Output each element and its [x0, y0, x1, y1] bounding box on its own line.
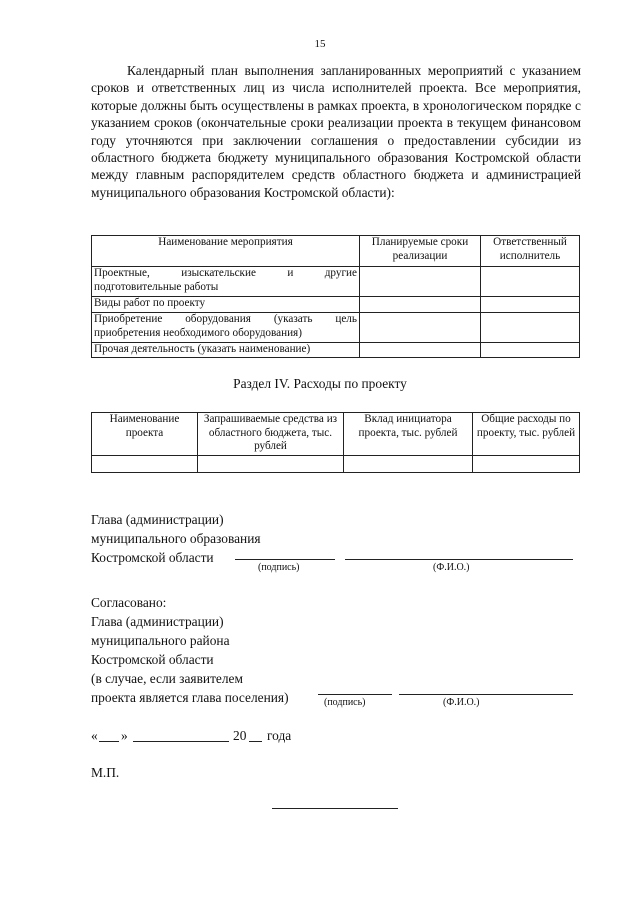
footer-divider — [272, 808, 398, 809]
expense-header-total: Общие расходы по проекту, тыс. рублей — [473, 413, 580, 456]
table-row — [92, 456, 580, 473]
year-prefix: 20 — [233, 728, 247, 743]
date-open-quote: « — [91, 728, 98, 743]
approval-line: Костромской области — [91, 652, 214, 667]
expense-cell — [198, 456, 344, 473]
plan-row-name: Виды работ по проекту — [92, 297, 360, 313]
plan-header-responsible: Ответственный исполнитель — [481, 236, 580, 267]
intro-paragraph — [91, 62, 581, 201]
plan-header-name: Наименование мероприятия — [92, 236, 360, 267]
day-line — [99, 741, 119, 742]
expense-cell — [344, 456, 473, 473]
year-line — [249, 741, 262, 742]
table-row — [92, 343, 580, 358]
plan-row-responsible — [481, 267, 580, 297]
expense-table — [91, 412, 580, 473]
plan-row-name: Проектные, изыскательские и другие подготовительные работы — [92, 267, 360, 297]
year-suffix: года — [267, 728, 292, 743]
expense-header-project: Наименование проекта — [92, 413, 198, 456]
expense-cell — [473, 456, 580, 473]
signature-caption: (подпись) — [258, 562, 300, 573]
name-line — [345, 559, 573, 560]
table-row — [92, 313, 580, 343]
plan-row-name: Прочая деятельность (указать наименование) — [92, 343, 360, 358]
name-caption: (Ф.И.О.) — [443, 697, 480, 708]
month-line — [133, 741, 229, 742]
signature-line — [318, 694, 392, 695]
page-number: 15 — [314, 38, 326, 50]
signature-title-line: Глава (администрации) — [91, 512, 224, 527]
name-line — [399, 694, 573, 695]
table-row — [92, 267, 580, 297]
expense-table-header — [92, 413, 580, 456]
plan-row-dates — [360, 313, 481, 343]
stamp-label: М.П. — [91, 765, 120, 780]
plan-row-dates — [360, 297, 481, 313]
approval-line: муниципального района — [91, 633, 230, 648]
table-row — [92, 297, 580, 313]
plan-row-dates — [360, 343, 481, 358]
expense-cell — [92, 456, 198, 473]
section-title: Раздел IV. Расходы по проекту — [233, 376, 407, 391]
approval-block — [91, 593, 289, 707]
signature-line — [235, 559, 335, 560]
signature-title-line: Костромской области — [91, 550, 214, 565]
plan-row-name: Приобретение оборудования (указать цель приобретения необходимого оборудования) — [92, 313, 360, 343]
expense-header-contribution: Вклад инициатора проекта, тыс. рублей — [344, 413, 473, 456]
date-close-quote: » — [121, 728, 128, 743]
expense-header-requested: Запрашиваемые средства из областного бюджета, тыс. рублей — [198, 413, 344, 456]
plan-table-header — [92, 236, 580, 267]
plan-row-responsible — [481, 297, 580, 313]
signature-title-line: муниципального образования — [91, 531, 261, 546]
name-caption: (Ф.И.О.) — [433, 562, 470, 573]
approval-line: Глава (администрации) — [91, 614, 224, 629]
approval-label: Согласовано: — [91, 595, 167, 610]
approval-line: проекта является глава поселения) — [91, 690, 289, 705]
plan-row-dates — [360, 267, 481, 297]
approval-line: (в случае, если заявителем — [91, 671, 243, 686]
intro-text: Календарный план выполнения запланированных мероприятий с указанием сроков и ответственных лиц из числа исполнителей проекта. Все мероприятия, которые должны быть осуществлены в рамках проекта, в хронологическом порядке с указанием сроков (окончательные сроки реализации проекта в текущем финансовом году уточняются при заключении соглашения о предоставлении субсидии из областного бюджета бюджету муниципального образования Костромской области между главным распорядителем средств областного бюджета и администрацией муниципального образования Костромской области): — [91, 63, 581, 200]
plan-row-responsible — [481, 313, 580, 343]
plan-header-dates: Планируемые сроки реализации — [360, 236, 481, 267]
signature-caption: (подпись) — [324, 697, 366, 708]
plan-row-responsible — [481, 343, 580, 358]
plan-table — [91, 235, 580, 358]
